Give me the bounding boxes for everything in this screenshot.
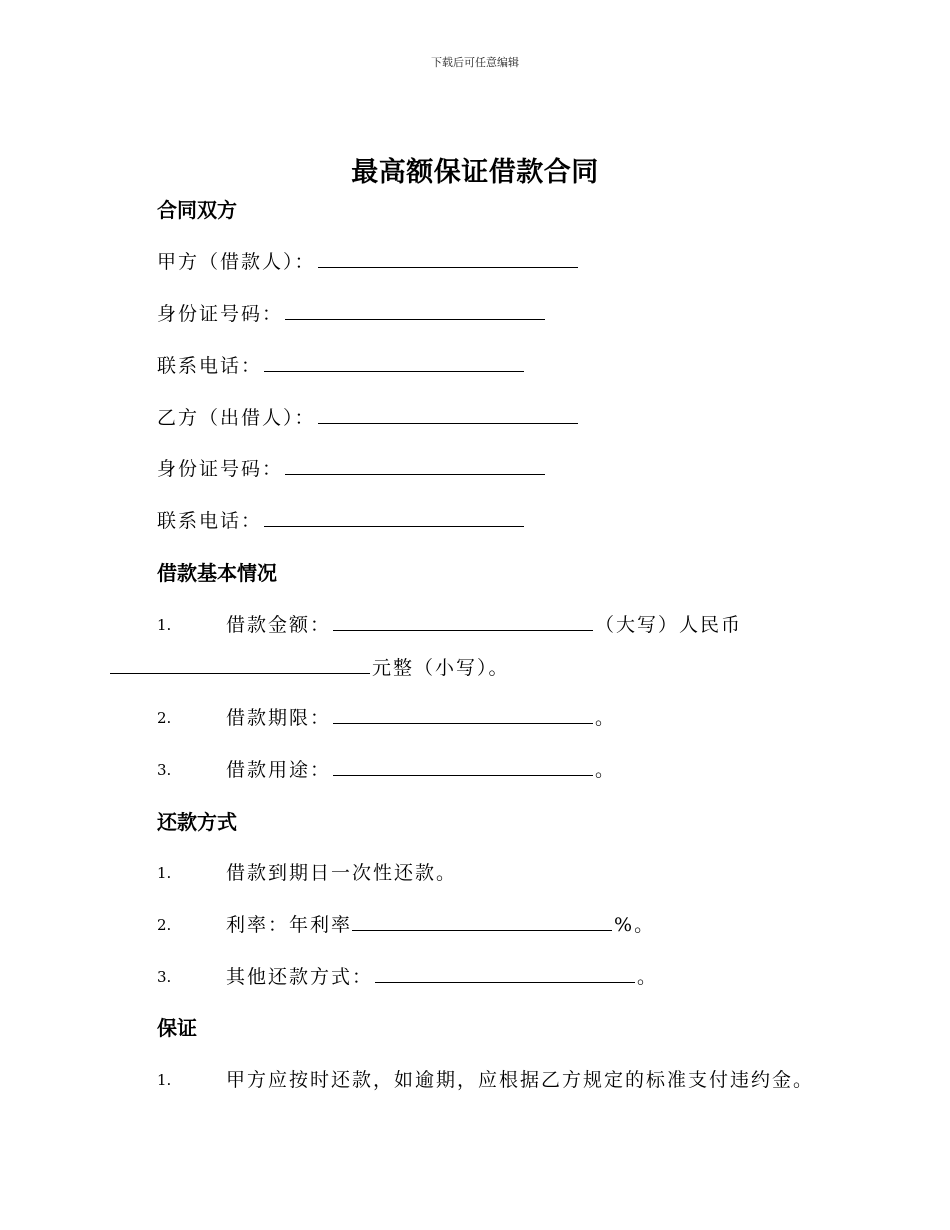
- party-b-id-label: 身份证号码：: [157, 458, 284, 480]
- party-b-id-row: [157, 456, 547, 482]
- interest-rate-blank[interactable]: [352, 912, 612, 931]
- page-header: 下载后可任意编辑: [431, 56, 519, 69]
- party-b-phone-label: 联系电话：: [157, 510, 263, 532]
- other-repayment-suffix: 。: [637, 966, 659, 988]
- section-heading-parties: 合同双方: [157, 198, 237, 222]
- loan-amount-uppercase-blank[interactable]: [333, 612, 593, 631]
- list-number: 2.: [157, 916, 172, 934]
- loan-term-suffix: 。: [595, 707, 617, 729]
- party-a-phone-label: 联系电话：: [157, 355, 263, 377]
- list-number: 1.: [157, 864, 172, 882]
- list-number: 3.: [157, 968, 172, 986]
- list-number: 1.: [157, 1071, 172, 1089]
- party-b-id-blank[interactable]: [285, 456, 545, 475]
- list-number: 2.: [157, 709, 172, 727]
- guarantee-clause-text: 甲方应按时还款，如逾期，应根据乙方规定的标准支付违约金。: [226, 1069, 815, 1091]
- loan-purpose-suffix: 。: [595, 759, 617, 781]
- party-a-blank[interactable]: [318, 249, 578, 268]
- interest-rate-suffix: %。: [614, 914, 656, 936]
- other-repayment-row: [226, 964, 658, 990]
- loan-purpose-label: 借款用途：: [226, 759, 332, 781]
- party-a-label: 甲方（借款人）：: [157, 251, 316, 273]
- party-a-phone-row: [157, 353, 526, 379]
- other-repayment-blank[interactable]: [375, 964, 635, 983]
- loan-amount-continuation: [110, 655, 510, 681]
- loan-amount-row: [226, 612, 742, 638]
- party-b-row: [157, 405, 580, 431]
- loan-amount-suffix: （大写）人民币: [595, 614, 743, 636]
- party-b-blank[interactable]: [318, 405, 578, 424]
- other-repayment-label: 其他还款方式：: [226, 966, 374, 988]
- list-number: 3.: [157, 761, 172, 779]
- interest-rate-label: 利率：年利率: [226, 914, 353, 936]
- party-a-row: [157, 249, 580, 275]
- party-a-id-blank[interactable]: [285, 301, 545, 320]
- repayment-lump-sum-text: 借款到期日一次性还款。: [226, 862, 458, 884]
- party-a-id-row: [157, 301, 547, 327]
- section-heading-loan-basics: 借款基本情况: [157, 561, 277, 585]
- party-b-phone-row: [157, 508, 526, 534]
- section-heading-repayment: 还款方式: [157, 810, 237, 834]
- loan-term-row: [226, 705, 616, 731]
- section-heading-guarantee: 保证: [157, 1016, 197, 1040]
- loan-purpose-blank[interactable]: [333, 757, 593, 776]
- party-a-id-label: 身份证号码：: [157, 303, 284, 325]
- party-a-phone-blank[interactable]: [264, 353, 524, 372]
- party-b-label: 乙方（出借人）：: [157, 407, 316, 429]
- loan-term-label: 借款期限：: [226, 707, 332, 729]
- party-b-phone-blank[interactable]: [264, 508, 524, 527]
- loan-amount-cont-text: 元整（小写）。: [372, 657, 510, 679]
- loan-purpose-row: [226, 757, 616, 783]
- loan-amount-lowercase-blank[interactable]: [110, 655, 370, 674]
- interest-rate-row: [226, 912, 655, 938]
- loan-amount-label: 借款金额：: [226, 614, 332, 636]
- document-title: 最高额保证借款合同: [351, 157, 599, 188]
- loan-term-blank[interactable]: [333, 705, 593, 724]
- list-number: 1.: [157, 616, 172, 634]
